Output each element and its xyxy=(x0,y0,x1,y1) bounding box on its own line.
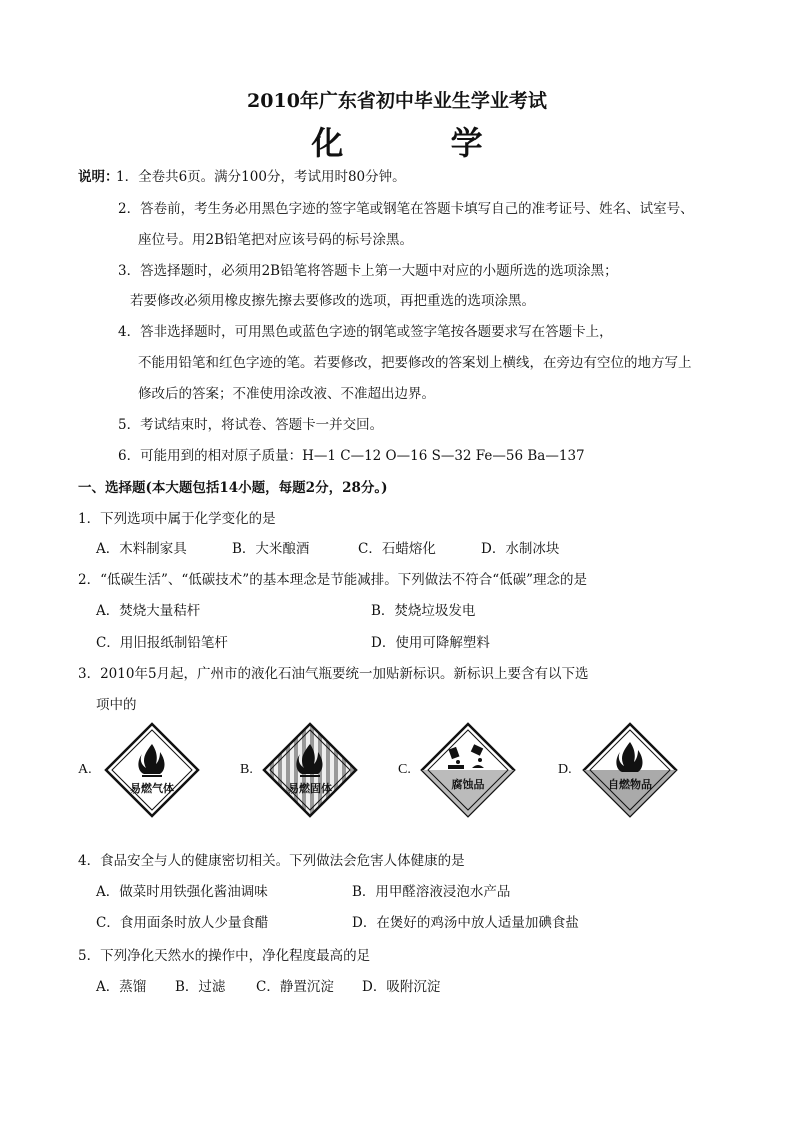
q3-option-d-text: 自燃物品 xyxy=(608,778,652,791)
q3-option-d-letter: D. xyxy=(558,762,572,777)
instruction-2-cont: 座位号。用2B铅笔把对应该号码的标号涂黑。 xyxy=(138,232,414,248)
q3-option-b-text: 易燃固体 xyxy=(288,782,332,795)
instruction-2: 2．答卷前，考生务必用黑色字迹的签字笔或钢笔在答题卡填写自己的准考证号、姓名、试室号、 xyxy=(118,201,694,217)
instruction-3-cont: 若要修改必须用橡皮擦先擦去要修改的选项，再把重选的选项涂黑。 xyxy=(130,293,535,309)
instruction-5: 5．考试结束时，将试卷、答题卡一并交回。 xyxy=(118,417,384,433)
q1-option-c: C．石蜡熔化 xyxy=(358,541,436,557)
corrosive-symbol xyxy=(420,722,516,818)
instruction-3: 3．答选择题时，必须用2B铅笔将答题卡上第一大题中对应的小题所选的选项涂黑； xyxy=(118,263,618,279)
q3-option-c-letter: C. xyxy=(398,762,411,777)
q1-option-b: B．大米酿酒 xyxy=(232,541,310,557)
q5-option-c: C．静置沉淀 xyxy=(256,979,334,995)
q3-stem: 3．2010年5月起，广州市的液化石油气瓶要统一加贴新标识。新标识上要含有以下选 xyxy=(78,666,589,682)
q5-option-a: A．蒸馏 xyxy=(96,979,147,995)
exam-subject: 化 学 xyxy=(311,124,531,162)
q2-option-a: A．焚烧大量秸杆 xyxy=(96,603,201,619)
instruction-4-cont2: 修改后的答案；不准使用涂改液、不准超出边界。 xyxy=(138,386,435,402)
q3-option-b-letter: B. xyxy=(240,762,253,777)
instruction-4-cont: 不能用铅笔和红色字迹的笔。若要修改，把要修改的答案划上横线，在旁边有空位的地方写上 xyxy=(138,355,692,371)
q1-option-a: A．木料制家具 xyxy=(96,541,187,557)
q4-stem: 4．食品安全与人的健康密切相关。下列做法会危害人体健康的是 xyxy=(78,853,465,869)
q4-option-d: D．在煲好的鸡汤中放人适量加碘食盐 xyxy=(352,915,579,931)
section-1-heading: 一、选择题(本大题包括14小题，每题2分，28分。) xyxy=(78,480,388,496)
q3-stem-cont: 项中的 xyxy=(96,697,137,713)
q5-option-b: B．过滤 xyxy=(175,979,226,995)
instruction-1: 1．全卷共6页。满分100分，考试用时80分钟。 xyxy=(116,169,406,185)
q4-option-b: B．用甲醛溶液浸泡水产品 xyxy=(352,884,511,900)
q5-stem: 5．下列净化天然水的操作中，净化程度最高的足 xyxy=(78,948,371,964)
flammable-gas-symbol xyxy=(104,722,200,818)
exam-title: 2010年广东省初中毕业生学业考试 xyxy=(247,90,547,112)
q3-option-a-text: 易燃气体 xyxy=(130,782,174,795)
q2-stem: 2．“低碳生活”、“低碳技术”的基本理念是节能减排。下列做法不符合“低碳”理念的是 xyxy=(78,572,587,588)
q1-stem: 1．下列选项中属于化学变化的是 xyxy=(78,511,276,527)
q2-option-c: C．用旧报纸制铅笔杆 xyxy=(96,635,228,651)
q2-option-d: D．使用可降解塑料 xyxy=(371,635,490,651)
q1-option-d: D．水制冰块 xyxy=(481,541,560,557)
q3-option-a-letter: A. xyxy=(78,762,92,777)
instruction-6: 6．可能用到的相对原子质量：H—1 C—12 O—16 S—32 Fe—56 Ba—137 xyxy=(118,448,585,464)
q4-option-c: C．食用面条时放人少量食醋 xyxy=(96,915,269,931)
q4-option-a: A．做菜时用铁强化酱油调味 xyxy=(96,884,268,900)
spontaneously-combustible-symbol xyxy=(582,722,678,818)
q2-option-b: B．焚烧垃圾发电 xyxy=(371,603,476,619)
q3-option-c-text: 腐蚀品 xyxy=(451,778,485,791)
instruction-4: 4．答非选择题时，可用黑色或蓝色字迹的钢笔或签字笔按各题要求写在答题卡上， xyxy=(118,324,613,340)
q5-option-d: D．吸附沉淀 xyxy=(362,979,441,995)
instructions-label: 说明： xyxy=(78,169,119,185)
flammable-solid-symbol xyxy=(262,722,358,818)
